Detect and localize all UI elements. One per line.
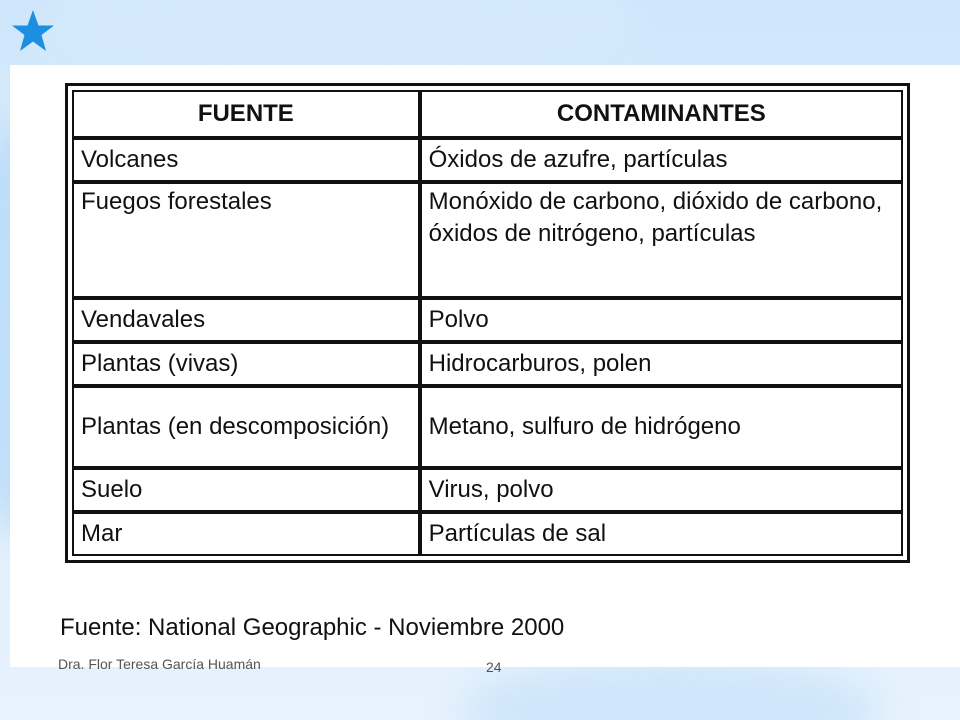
cell-pollutants: Hidrocarburos, polen (420, 342, 903, 386)
column-header-pollutants: CONTAMINANTES (420, 90, 903, 138)
column-header-source: FUENTE (72, 90, 420, 138)
cell-source: Vendavales (72, 298, 420, 342)
cell-source: Plantas (vivas) (72, 342, 420, 386)
table-row (72, 342, 903, 386)
cell-pollutants: Monóxido de carbono, dióxido de carbono, óxidos de nitrógeno, partículas (420, 182, 903, 298)
cell-pollutants: Óxidos de azufre, partículas (420, 138, 903, 182)
table-row (72, 512, 903, 556)
cell-pollutants: Partículas de sal (420, 512, 903, 556)
cell-source: Suelo (72, 468, 420, 512)
cell-pollutants: Polvo (420, 298, 903, 342)
table-row (72, 138, 903, 182)
source-caption: Fuente: National Geographic - Noviembre 2000 (60, 614, 565, 641)
table-row (72, 298, 903, 342)
cell-pollutants: Virus, polvo (420, 468, 903, 512)
table-row (72, 468, 903, 512)
pollution-sources-table (65, 83, 910, 563)
table-image (10, 65, 960, 667)
table-row (72, 182, 903, 298)
cell-source: Volcanes (72, 138, 420, 182)
cell-source: Plantas (en descomposición) (72, 386, 420, 468)
table-row (72, 386, 903, 468)
table-header-row (72, 90, 903, 138)
cell-source: Fuegos forestales (72, 182, 420, 298)
background-shape (460, 660, 880, 720)
background-shape (40, 0, 640, 70)
page-number: 24 (486, 659, 502, 675)
cell-source: Mar (72, 512, 420, 556)
footer-author: Dra. Flor Teresa García Huamán (58, 657, 261, 669)
cell-pollutants: Metano, sulfuro de hidrógeno (420, 386, 903, 468)
star-icon (10, 8, 56, 54)
